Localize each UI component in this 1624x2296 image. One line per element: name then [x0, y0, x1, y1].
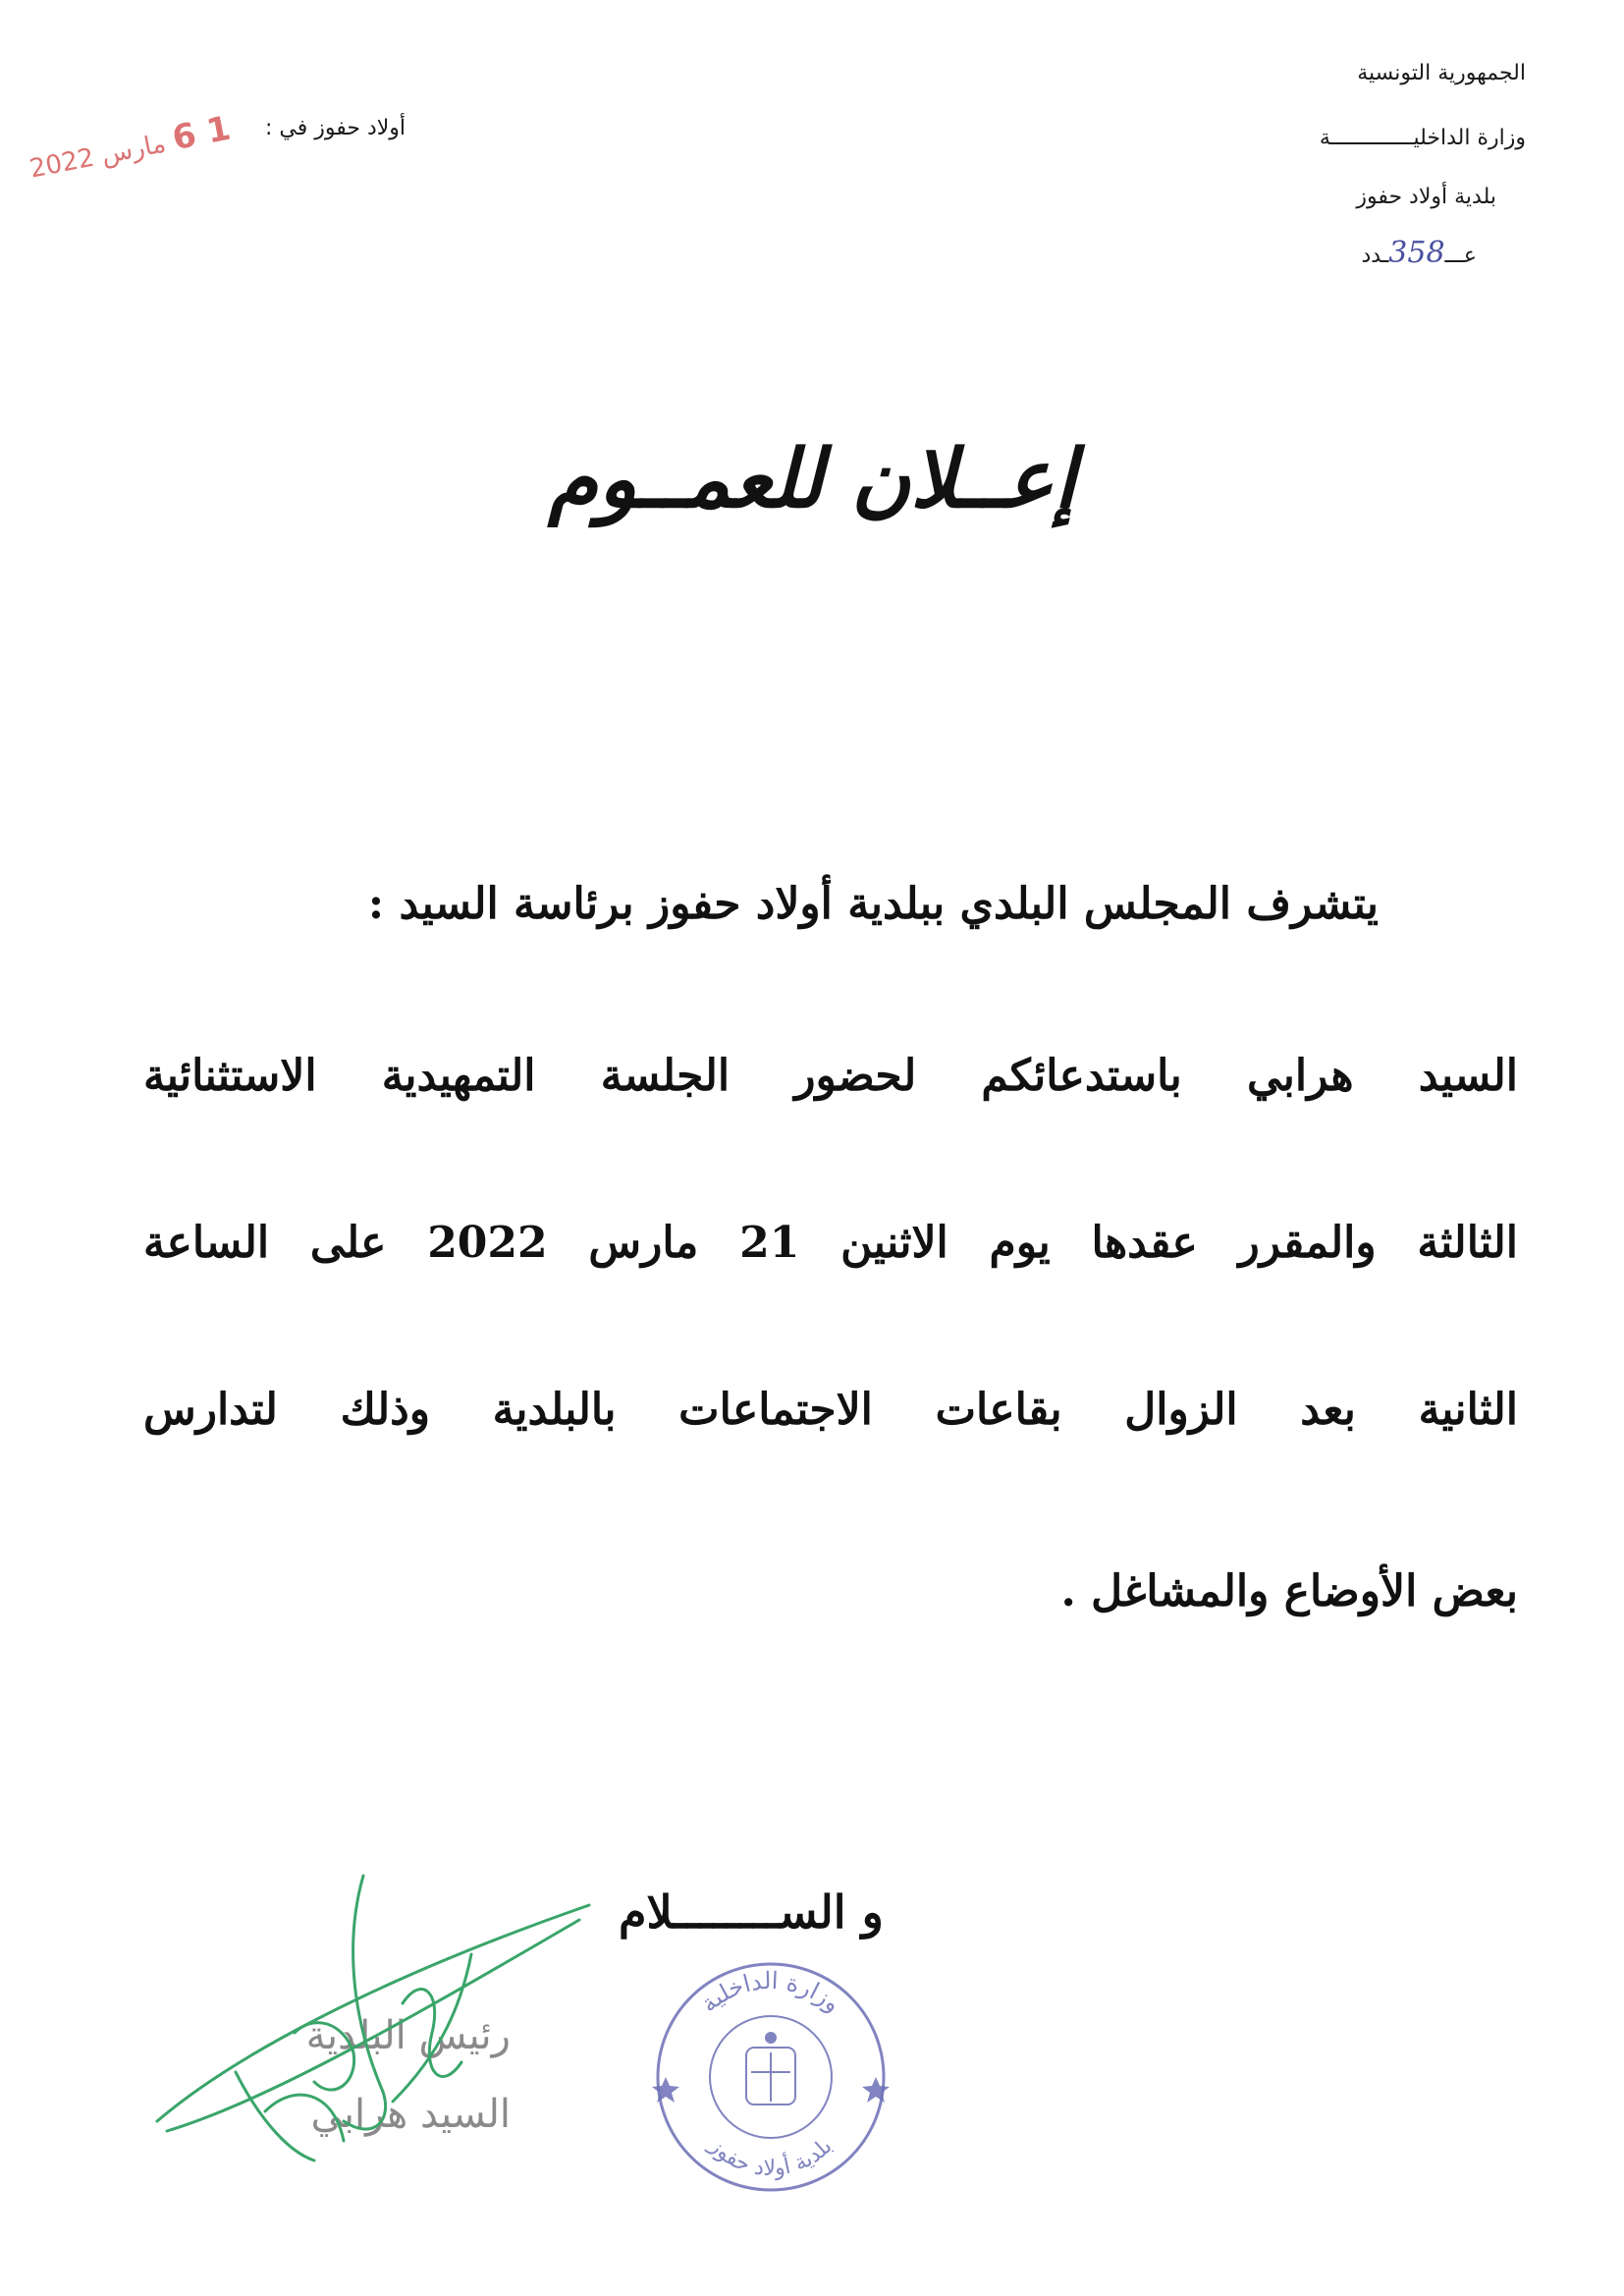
seal-top-text: وزارة الداخلية [695, 1966, 846, 2018]
seal-star-right-icon [862, 2077, 890, 2103]
seal-emblem-icon [746, 2032, 795, 2105]
body-line-1: يتشرف المجلس البلدي ببلدية أولاد حفوز برئاسة السيد : [367, 879, 1379, 929]
page-title: إعــلان للعمــوم [548, 432, 1076, 526]
body-line-4: الثانية بعد الزوال بقاعات الاجتماعات بالبلدية وذلك لتدارس [143, 1385, 1518, 1435]
svg-text:بلدية أولاد حفوز [704, 2134, 838, 2182]
ministry-name: وزارة الداخليـــــــــــــة [1319, 126, 1526, 150]
body-line-5: بعض الأوضاع والمشاغل . [1060, 1566, 1518, 1616]
republic-name: الجمهورية التونسية [1357, 61, 1526, 85]
closing-salutation: و الســــــــلام [619, 1886, 884, 1939]
seal-bottom-text: بلدية أولاد حفوز [704, 2134, 838, 2182]
date-stamp-day: 1 6 [169, 108, 235, 159]
municipality-name: بلدية أولاد حفوز [1356, 185, 1496, 209]
number-label-end: ـدد [1361, 244, 1389, 268]
seal-graphic [648, 1954, 893, 2200]
seal-star-left-icon [652, 2077, 679, 2103]
number-label-start: عـــ [1444, 244, 1477, 268]
signature-name: السيد هرابي [310, 2092, 511, 2137]
body-line-2: السيد هرابي باستدعائكم لحضور الجلسة التمهيدية الاستثنائية [143, 1051, 1518, 1101]
handwritten-signature [147, 1866, 609, 2190]
date-stamp-month: مارس [98, 129, 169, 171]
date-stamp-year: 2022 [27, 142, 97, 185]
svg-text:وزارة الداخلية [695, 1967, 845, 2018]
body-line-3: الثالثة والمقرر عقدها يوم الاثنين 21 مارس 2022 على الساعة [143, 1218, 1519, 1268]
signature-title: رئيس البلدية [305, 2013, 511, 2058]
number-value: 358 [1388, 236, 1445, 270]
place-date-label: أولاد حفوز في : [265, 116, 406, 140]
date-stamp [26, 109, 234, 187]
signature-block [147, 1866, 609, 2190]
reference-number [1361, 236, 1477, 270]
official-seal [648, 1954, 893, 2200]
